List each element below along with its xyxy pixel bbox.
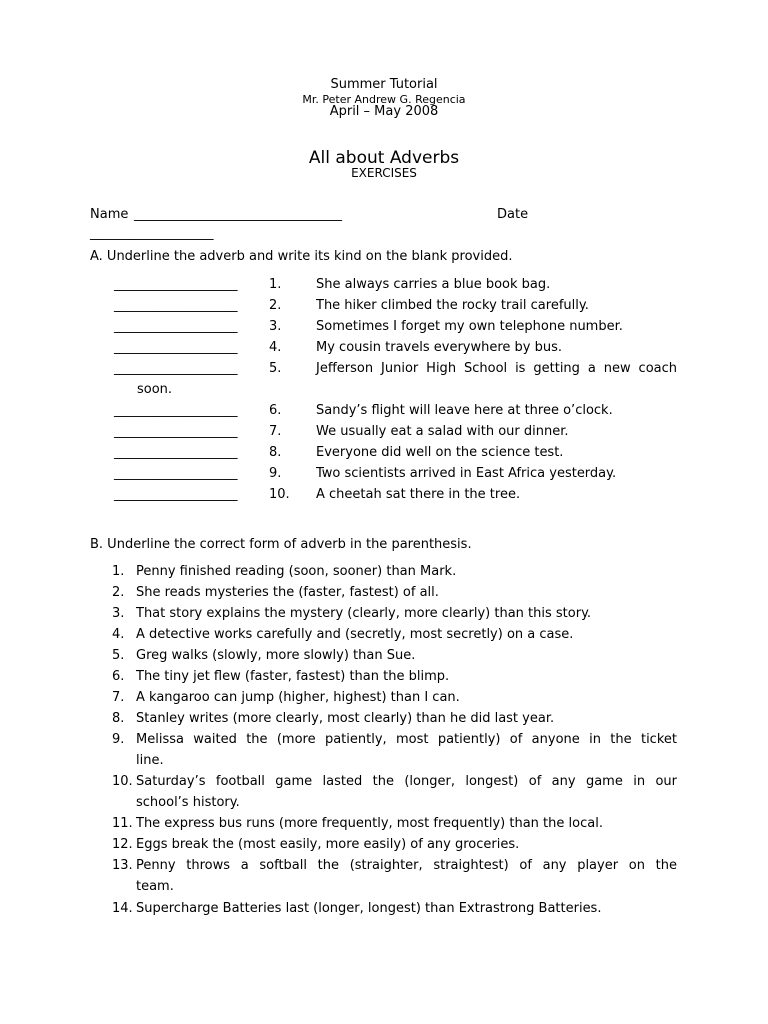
item-sentence: Saturday’s football game lasted the (longer, longest) of any game in our — [136, 774, 677, 789]
item-sentence: A cheetah sat there in the tree. — [316, 487, 521, 502]
answer-blank: ___________________ — [114, 319, 238, 334]
answer-blank: ___________________ — [114, 487, 238, 502]
item-number: 7. — [112, 690, 125, 705]
answer-blank: ___________________ — [114, 403, 238, 418]
item-number: 13. — [112, 858, 133, 873]
teacher-name: Mr. Peter Andrew G. Regencia — [302, 93, 466, 106]
item-sentence: Melissa waited the (more patiently, most patiently) of anyone in the ticket — [136, 732, 677, 747]
item-number: 8. — [112, 711, 125, 726]
section-b-instruction: B. Underline the correct form of adverb in the parenthesis. — [90, 537, 472, 552]
item-number: 10. — [269, 487, 290, 502]
item-sentence: My cousin travels everywhere by bus. — [316, 340, 563, 355]
answer-blank: ___________________ — [114, 466, 238, 481]
item-sentence: The tiny jet flew (faster, fastest) than the blimp. — [136, 669, 450, 684]
course-name: Summer Tutorial — [330, 77, 438, 92]
item-sentence: She reads mysteries the (faster, fastest) of all. — [136, 585, 439, 600]
item-number: 10. — [112, 774, 133, 789]
item-sentence: Sometimes I forget my own telephone number. — [316, 319, 623, 334]
item-sentence-continuation: line. — [136, 753, 164, 768]
item-sentence: Supercharge Batteries last (longer, longest) than Extrastrong Batteries. — [136, 901, 602, 916]
item-sentence: Greg walks (slowly, more slowly) than Sue. — [136, 648, 416, 663]
item-number: 5. — [269, 361, 282, 376]
item-sentence: Stanley writes (more clearly, most clearly) than he did last year. — [136, 711, 555, 726]
item-sentence: The hiker climbed the rocky trail carefully. — [316, 298, 589, 313]
item-number: 2. — [112, 585, 125, 600]
item-number: 11. — [112, 816, 133, 831]
name-line: ________________________________ — [134, 207, 342, 222]
answer-blank: ___________________ — [114, 298, 238, 313]
item-number: 7. — [269, 424, 282, 439]
item-sentence: Everyone did well on the science test. — [316, 445, 564, 460]
worksheet-subtitle: EXERCISES — [351, 166, 417, 180]
item-sentence: Eggs break the (most easily, more easily) of any groceries. — [136, 837, 520, 852]
item-sentence: Sandy’s flight will leave here at three o’clock. — [316, 403, 613, 418]
answer-blank: ___________________ — [114, 277, 238, 292]
item-sentence: The express bus runs (more frequently, most frequently) than the local. — [136, 816, 603, 831]
item-number: 3. — [269, 319, 282, 334]
item-number: 4. — [112, 627, 125, 642]
answer-blank: ___________________ — [114, 424, 238, 439]
item-number: 12. — [112, 837, 133, 852]
item-number: 6. — [269, 403, 282, 418]
item-number: 1. — [269, 277, 282, 292]
date-label: Date — [497, 207, 529, 222]
item-sentence-continuation: school’s history. — [136, 795, 240, 810]
item-sentence: A detective works carefully and (secretly, most secretly) on a case. — [136, 627, 574, 642]
item-number: 2. — [269, 298, 282, 313]
item-number: 9. — [112, 732, 125, 747]
item-sentence: She always carries a blue book bag. — [316, 277, 551, 292]
item-number: 3. — [112, 606, 125, 621]
item-number: 1. — [112, 564, 125, 579]
answer-blank: ___________________ — [114, 340, 238, 355]
item-number: 14. — [112, 901, 133, 916]
item-number: 5. — [112, 648, 125, 663]
item-number: 9. — [269, 466, 282, 481]
item-number: 4. — [269, 340, 282, 355]
item-sentence: Two scientists arrived in East Africa yesterday. — [316, 466, 617, 481]
item-sentence-continuation: team. — [136, 879, 174, 894]
answer-blank: ___________________ — [114, 445, 238, 460]
section-a-instruction: A. Underline the adverb and write its kind on the blank provided. — [90, 249, 513, 264]
date-line: ___________________ — [90, 226, 214, 241]
item-sentence: A kangaroo can jump (higher, highest) than I can. — [136, 690, 460, 705]
item-sentence: Jefferson Junior High School is getting a new coach — [316, 361, 677, 376]
course-dates: April – May 2008 — [329, 104, 439, 119]
item-sentence: Penny finished reading (soon, sooner) than Mark. — [136, 564, 457, 579]
name-label: Name — [90, 207, 129, 222]
item-number: 8. — [269, 445, 282, 460]
item-sentence: We usually eat a salad with our dinner. — [316, 424, 569, 439]
item-sentence-continuation: soon. — [137, 382, 173, 397]
answer-blank: ___________________ — [114, 361, 238, 376]
item-sentence: Penny throws a softball the (straighter, straightest) of any player on the — [136, 858, 677, 873]
item-sentence: That story explains the mystery (clearly, more clearly) than this story. — [136, 606, 592, 621]
worksheet-title: All about Adverbs — [308, 148, 460, 168]
item-number: 6. — [112, 669, 125, 684]
